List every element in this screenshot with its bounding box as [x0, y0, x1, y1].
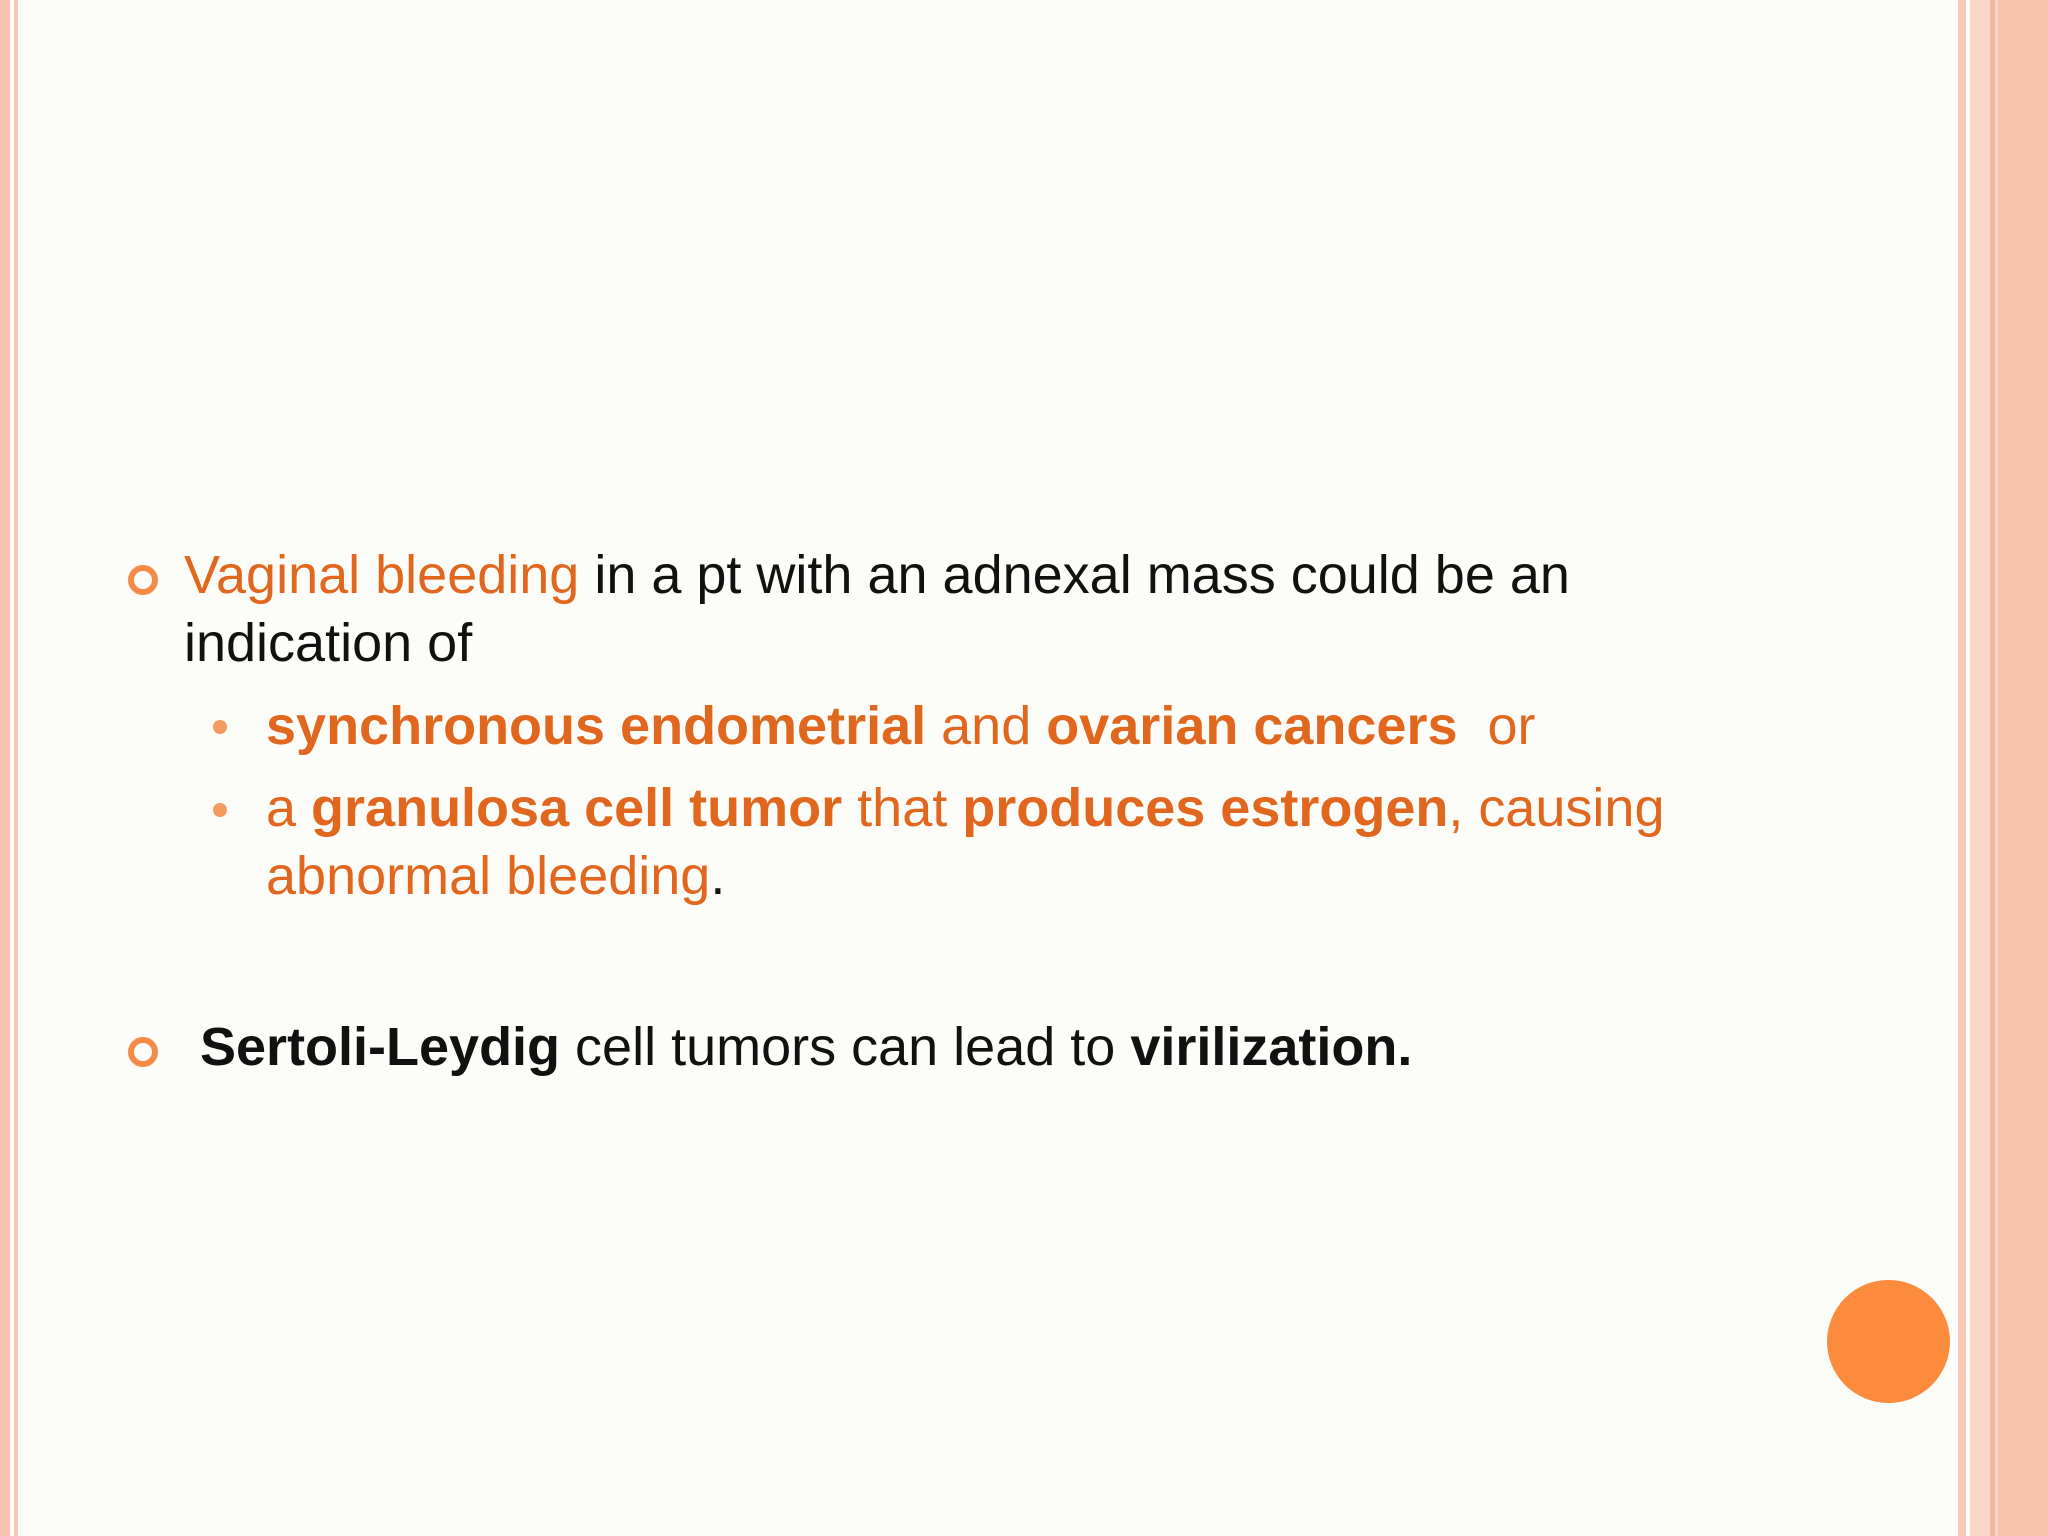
period-text: . [710, 846, 726, 906]
ring-bullet-icon [128, 1037, 158, 1067]
or-text: or [1457, 696, 1536, 756]
bullet-1-text: in a pt with an adnexal mass could be an [579, 545, 1570, 605]
synchronous-endometrial-text: synchronous endometrial [266, 696, 927, 756]
and-text: and [926, 696, 1047, 756]
dot-bullet-icon [213, 720, 227, 734]
sub-bullet-2-line-2 [266, 843, 725, 909]
vaginal-bleeding-text: Vaginal bleeding [184, 545, 580, 605]
produces-estrogen-text: produces estrogen [962, 778, 1449, 838]
that-text: that [842, 778, 963, 838]
virilization-text: virilization. [1130, 1017, 1413, 1077]
right-border-stripe [1970, 0, 1990, 1536]
bullet-1-line-1 [184, 542, 1570, 608]
bullet-1-line-2 [184, 610, 472, 676]
sub-bullet-1 [266, 693, 1536, 759]
causing-text: , causing [1448, 778, 1665, 838]
abnormal-bleeding-text: abnormal bleeding [266, 846, 711, 906]
a-text: a [266, 778, 312, 838]
bullet-1-text-cont: indication of [184, 613, 473, 673]
bullet-2-text: cell tumors can lead to [560, 1017, 1131, 1077]
sub-bullet-2-line-1 [266, 775, 1665, 841]
right-border-stripe [1998, 0, 2048, 1536]
right-border-stripe [1958, 0, 1966, 1536]
ring-bullet-icon [128, 565, 158, 595]
dot-bullet-icon [213, 803, 227, 817]
ovarian-cancers-text: ovarian cancers [1046, 696, 1458, 756]
granulosa-cell-tumor-text: granulosa cell tumor [311, 778, 843, 838]
sertoli-leydig-text: Sertoli-Leydig [200, 1017, 561, 1077]
bullet-2 [200, 1014, 1412, 1080]
